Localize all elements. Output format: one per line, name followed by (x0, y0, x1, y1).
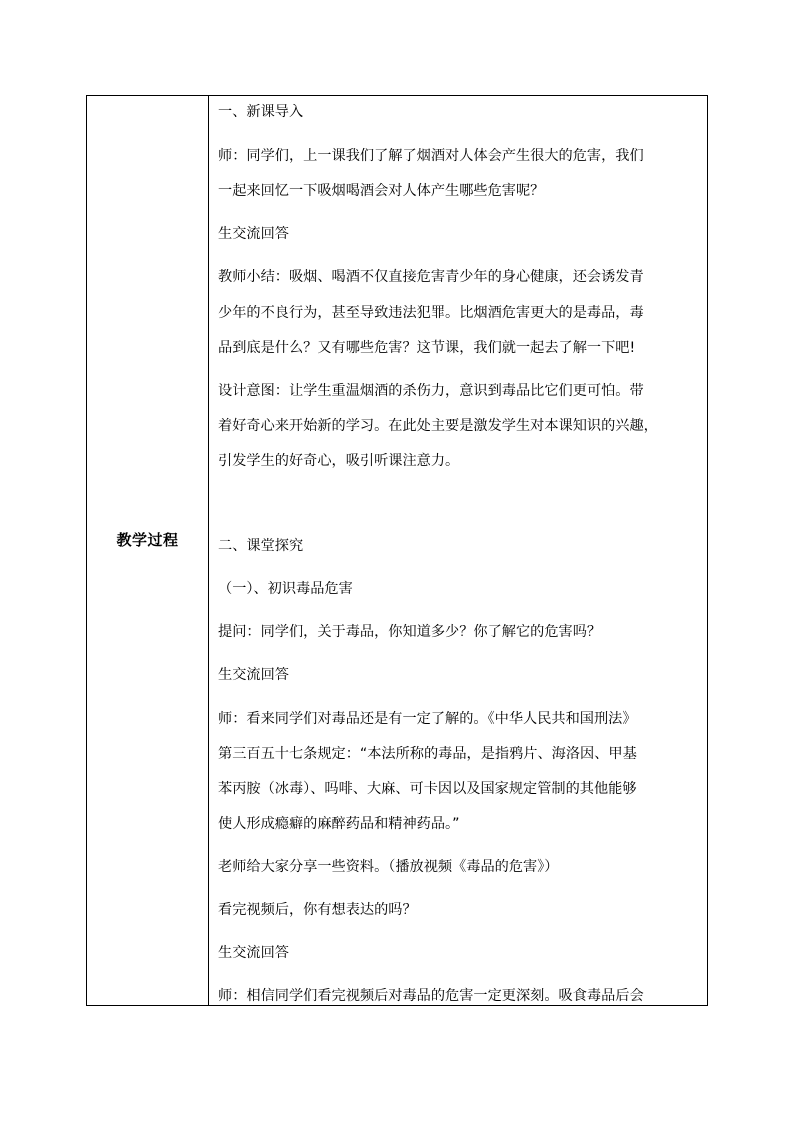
paragraph-line: 少年的不良行为，甚至导致违法犯罪。比烟酒危害更大的是毒品，毒 (218, 305, 644, 321)
section-heading-intro: 一、新课导入 (218, 104, 304, 120)
subsection-heading: （一）、初识毒品危害 (218, 581, 353, 597)
paragraph-line: 师：看来同学们对毒品还是有一定了解的。《中华人民共和国刑法》 (218, 711, 637, 727)
student-response: 生交流回答 (218, 945, 289, 961)
student-response: 生交流回答 (218, 667, 289, 683)
paragraph-line: 提问：同学们，关于毒品，你知道多少？你了解它的危害吗？ (218, 624, 602, 640)
column-divider (208, 96, 209, 1005)
paragraph-line: 一起来回忆一下吸烟喝酒会对人体产生哪些危害呢？ (218, 183, 545, 199)
paragraph-line: 师：同学们，上一课我们了解了烟酒对人体会产生很大的危害，我们 (218, 148, 644, 164)
paragraph-line: 苯丙胺（冰毒）、吗啡、大麻、可卡因以及国家规定管制的其他能够 (218, 781, 637, 797)
paragraph-line: 使人形成瘾癖的麻醉药品和精神药品。” (218, 816, 460, 832)
section-heading-explore: 二、课堂探究 (218, 538, 304, 554)
paragraph-line: 看完视频后，你有想表达的吗？ (218, 902, 417, 918)
lesson-table (86, 95, 708, 1006)
row-label-teaching-process: 教学过程 (116, 531, 179, 549)
paragraph-line: 教师小结：吸烟、喝酒不仅直接危害青少年的身心健康，还会诱发青 (218, 269, 644, 285)
paragraph-line: 师：相信同学们看完视频后对毒品的危害一定更深刻。吸食毒品后会 (218, 988, 644, 1004)
paragraph-line: 引发学生的好奇心，吸引听课注意力。 (218, 453, 460, 469)
paragraph-line: 第三百五十七条规定：“本法所称的毒品，是指鸦片、海洛因、甲基 (218, 746, 637, 762)
paragraph-line: 老师给大家分享一些资料。（播放视频《毒品的危害》） (218, 859, 559, 875)
paragraph-line: 设计意图：让学生重温烟酒的杀伤力，意识到毒品比它们更可怕。带 (218, 383, 644, 399)
paragraph-line: 品到底是什么？又有哪些危害？这节课，我们就一起去了解一下吧! (218, 340, 636, 356)
student-response: 生交流回答 (218, 226, 289, 242)
paragraph-line: 着好奇心来开始新的学习。在此处主要是激发学生对本课知识的兴趣， (218, 418, 658, 434)
